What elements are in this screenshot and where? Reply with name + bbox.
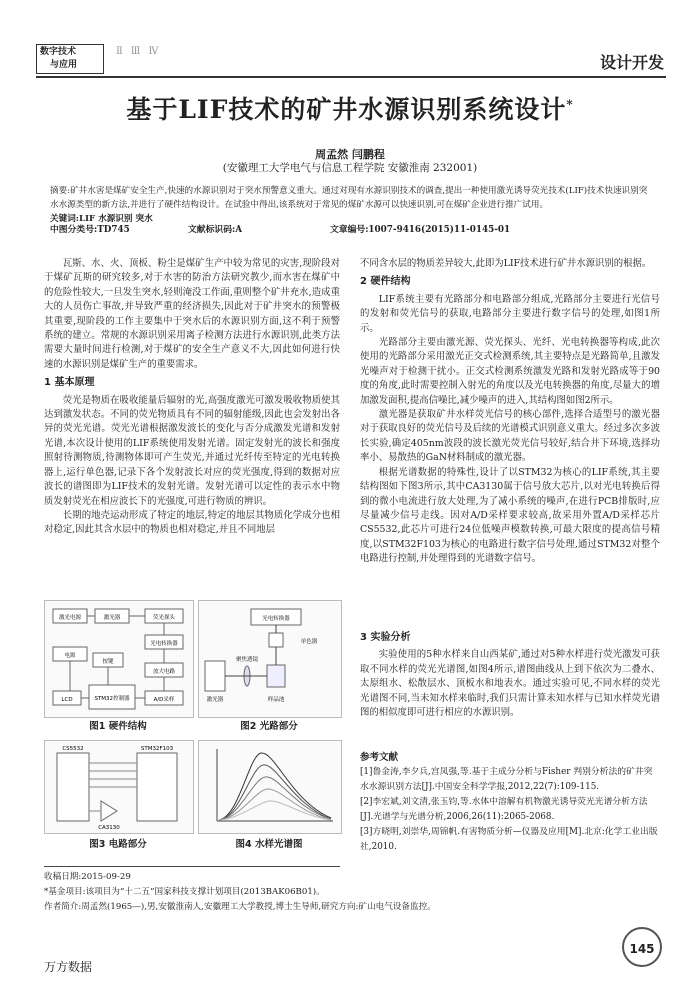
header-rule — [36, 76, 666, 78]
journal-logo — [36, 44, 104, 74]
references — [360, 750, 660, 855]
figure-1-hardware — [44, 600, 194, 718]
fig2-label-monochromator: 单色器 — [300, 639, 318, 645]
author-bio: 作者简介:周孟然(1965—),男,安徽淮南人,安徽理工大学教授,博士生导师,研究方向:矿山电气设备监控。 — [44, 902, 436, 912]
figure-4-spectra — [198, 740, 342, 834]
fig2-label-laser: 激光器 — [206, 697, 224, 703]
abstract-text: 摘要:矿井水害是煤矿安全生产,快速的水源识别对于突水预警意义重大。通过对现有水源识别技术的调查,提出一种使用激光诱导荧光技术(LIF)技术快速识别突水水源类型的新方法,并进行了硬件结构设计。在试验中得出,该系统对于常见的煤矿水源可以快速识别,可在煤矿企业进行推广试用。 — [50, 186, 648, 210]
fig1-block-power: 电源 — [64, 653, 76, 659]
reference-2: [2]李宏斌,刘文清,张玉钧,等.水体中溶解有机物激光诱导荧光光谱分析方法[J].光谱学与光谱分析,2006,26(11):2065-2068. — [360, 797, 648, 822]
fig2-label-cell: 样品池 — [267, 697, 285, 703]
references-heading: 参考文献 — [360, 752, 399, 763]
fig1-block-converter: 光电转换器 — [150, 641, 178, 647]
left-column — [44, 257, 340, 538]
section-heading-2: 2 硬件结构 — [360, 276, 411, 288]
watermark: 万方数据 — [44, 960, 93, 974]
fund-note: *基金项目:该项目为“十二五”国家科技支撑计划项目(2013BAK06B01)。 — [44, 887, 325, 897]
reference-1: [1]鲁金涛,李夕兵,宫凤强,等.基于主成分分析与Fisher 判别分析法的矿井突水水源识别方法[J].中国安全科学学报,2012,22(7):109-115. — [360, 767, 653, 792]
figure-4-caption: 图4 水样光谱图 — [235, 839, 303, 850]
fig2-label-lens: 聚焦透镜 — [235, 657, 259, 663]
principle-paragraph-1: 荧光是物质在吸收能量后辐射的光,高强度激光可激发吸收物质使其达到激发状态。不同的荧光物质具有不同的辐射能级,因此也会发射出各异的荧光光谱。荧光光谱根据激发波长的变化与否分成激发光谱和发射光谱,本次设计使用的LIF系统使用发射光谱。固定发射光的波长和强度照射待测物质,待测物体即可产生荧光,并通过光纤传至特定的光电转换器上,运行单色器,记录下各个发射波长对应的荧光强度,得到的数据对应波长的谱图即为LIF技术的发射光谱。发射光谱可以定性的表示水中物质发射荧光在相应波长下的光强度,可进行物质的辨识。 — [44, 394, 340, 507]
title-footnote-mark: * — [566, 97, 574, 112]
journal-logo-line2: 与应用 — [50, 60, 78, 70]
article-number: 文章编号:1007-9416(2015)11-0145-01 — [330, 225, 511, 235]
footnotes — [44, 870, 644, 915]
footnote-rule — [44, 866, 340, 867]
hardware-paragraph-1: LIF系统主要有光路部分和电路部分组成,光路部分主要进行光信号的发射和荧光信号的获取,电路部分主要进行数字信号的处理,如图1所示。 — [360, 293, 660, 334]
received-date: 收稿日期:2015-09-29 — [44, 872, 131, 882]
principle-paragraph-2: 长期的地壳运动形成了特定的地层,特定的地层其物质化学成分也相对稳定,因此其含水层中的物质也相对稳定,并且不同地层 — [44, 509, 340, 536]
fig1-block-keys: 按键 — [102, 659, 114, 665]
clc-number: 中图分类号:TD745 — [50, 225, 130, 235]
authors: 周孟然 闫鹏程 — [315, 148, 385, 161]
figure-3-circuit — [44, 740, 194, 834]
fig3-label-mcu: STM32F103 — [140, 746, 174, 752]
fig1-block-amplifier: 放大电路 — [152, 669, 176, 675]
figure-2-optics — [198, 600, 342, 718]
section-heading-1: 1 基本原理 — [44, 377, 95, 389]
continued-paragraph: 不同含水层的物质差异较大,此即为LIF技术进行矿井水源识别的根据。 — [360, 258, 652, 269]
fig1-block-laser-power: 激光电源 — [58, 615, 82, 621]
hardware-paragraph-2: 光路部分主要由激光源、荧光探头、光纤、光电转换器等构成,此次使用的光路部分采用激光正交式检测系统,其主要特点是光路简单,且激发光噪声对于检测干扰小。正交式检测系统激发光路和发射光路成等于90度的角度,此时需要控制入射光的角度以及光电转换器的角度,尽量大的增加激发面积,提高信噪比,减少噪声的进入,其结构图如图2所示。 — [360, 337, 660, 406]
section-heading-3: 3 实验分析 — [360, 632, 411, 643]
figure-2-caption: 图2 光路部分 — [240, 721, 298, 732]
affiliation: (安徽理工大学电气与信息工程学院 安徽淮南 232001) — [222, 162, 478, 174]
hardware-paragraph-4: 根据光谱数据的特殊性,设计了以STM32为核心的LIF系统,其主要结构图如下图3所示,其中CA3130属于信号放大芯片,以对光电转换后得到的微小电流进行放大处理,为了减小系统的噪声,在进行PCB排版时,应尽量减少信号走线。因对A/D采样要求较高,故采用外置A/D采样芯片CS5532,此芯片可进行24位低噪声模数转换,可最大限度的提高信号精度,以STM32F103为核心的电路进行数字信号处理,通过STM32对整个电路进行控制,并处理得到的光谱数字信号。 — [360, 466, 660, 565]
fig1-block-probe: 荧光探头 — [152, 615, 176, 621]
right-column-experiment — [360, 627, 660, 720]
journal-logo-line1: 数字技术 — [40, 47, 77, 57]
reference-3: [3]方晓明,刘崇华,周锦帆.有害物质分析—仪器及应用[M].北京:化学工业出版社,2010. — [360, 827, 658, 852]
figure-3-caption: 图3 电路部分 — [89, 839, 147, 850]
document-code: 文献标识码:A — [188, 225, 243, 235]
abstract — [50, 184, 650, 226]
fig1-block-lcd: LCD — [61, 697, 73, 703]
right-column-top — [360, 257, 660, 567]
section-label: 设计开发 — [599, 53, 664, 72]
spectrum-curve-4 — [219, 789, 331, 820]
fig2-label-converter: 光电转换器 — [262, 616, 290, 622]
paper-title — [0, 90, 700, 126]
page-number: 145 — [622, 927, 662, 967]
fig1-block-adc: A/D采样 — [153, 697, 175, 703]
keywords: 关键词:LIF 水源识别 突水 — [50, 214, 153, 224]
fig1-block-mcu: STM32控制器 — [94, 696, 130, 702]
fig1-block-laser: 激光器 — [103, 615, 121, 621]
figure-1-caption: 图1 硬件结构 — [89, 721, 147, 732]
fig3-label-amp: CA3130 — [98, 825, 120, 831]
experiment-paragraph: 实验使用的5种水样来自山西某矿,通过对5种水样进行荧光激发可获取不同水样的荧光光谱图,如图4所示,谱图曲线从上到下依次为二叠水、太原组水、松散层水、顶板水和地表水。通过实验可见,不同水样的荧光光谱图不同,当未知水样来临时,我们只需计算未知水样与已知水样荧光谱图的相似度即可进行相应的水源识别。 — [360, 649, 660, 719]
column-decoration: ⅡⅢⅣ — [116, 46, 167, 57]
hardware-paragraph-3: 激光器是获取矿井水样荧光信号的核心部件,选择合适型号的激光器对于获取良好的荧光信号及后续的光谱模式识别意义重大。经过多次多波长实验,确定405nm波段的波长激光荧光信号较好,结合井下环境,选择功率小、易散热的GaN材料制成的激光器。 — [360, 409, 661, 464]
fig3-label-adc: CS5532 — [62, 746, 84, 752]
intro-paragraph: 瓦斯、水、火、顶板、粉尘是煤矿生产中较为常见的灾害,现阶段对于煤矿瓦斯的研究较多,对于水害的防治方法研究教少,而水害在煤矿中的危险性较大,一旦发生突水,轻则淹没工作面,重则整个矿井充水,造成重大的人员伤亡事故,并导致严重的经济损失,因此对于矿井突水的预警极其重要,现阶段的工作主要集中于突水后的水源识别方面,这不利于预警系统的建立。常规的水源识别采用离子检测方法进行水源识别,此类方法需要大量时间进行检测,对于煤矿的安全生产意义不大,因此如何进行快速的水源识别是煤矿生产的重要需求。 — [44, 258, 340, 370]
paper-title-text: 基于LIF技术的矿井水源识别系统设计 — [126, 95, 567, 124]
